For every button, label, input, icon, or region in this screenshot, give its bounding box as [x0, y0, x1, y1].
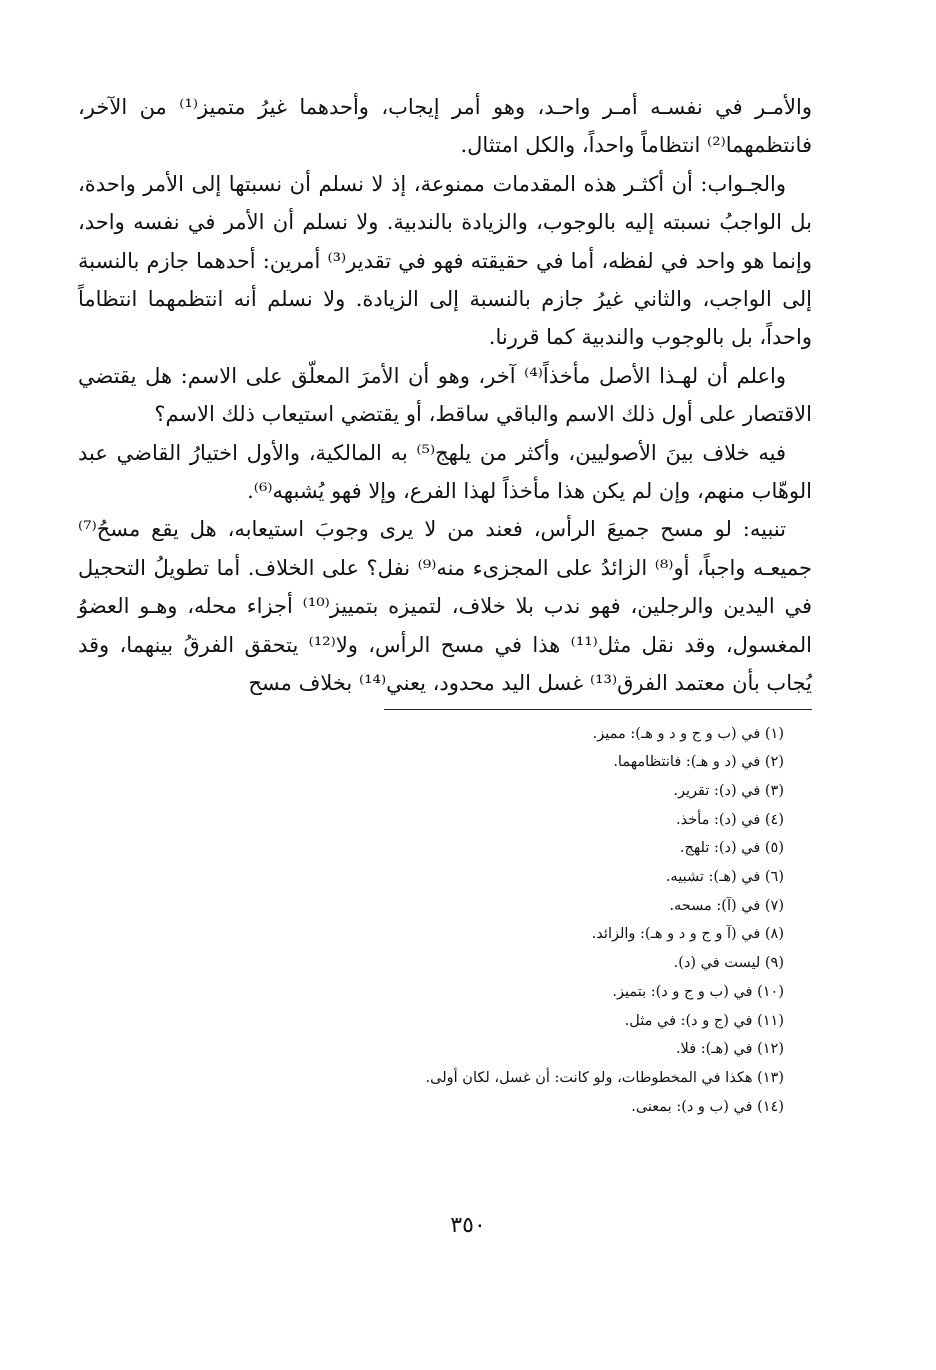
footnote: (١٤) في (ب و د): بمعنى. — [631, 1098, 784, 1115]
footnote: (٥) في (د): تلهج. — [679, 840, 784, 857]
footnotes — [78, 720, 812, 1122]
page-content — [78, 88, 812, 1121]
footnote: (٧) في (آ): مسحه. — [669, 897, 784, 914]
main-text — [78, 88, 812, 703]
footnote: (١٠) في (ب و ج و د): بتميز. — [612, 983, 784, 1000]
footnote: (١١) في (ج و د): في مثل. — [624, 1012, 784, 1029]
paragraph-1: والأمـر في نفسـه أمـر واحـد، وهو أمر إيجاب، وأحدهما غيرُ متميز⁽¹⁾ من الآخر، فانتظمهما⁽²⁾ انتظاماً واحداً، والكل امتثال. — [78, 95, 812, 158]
footnote: (٤) في (د): مأخذ. — [676, 811, 784, 828]
footnote: (٣) في (د): تقرير. — [673, 782, 784, 799]
footnote: (١٢) في (هـ): فلا. — [675, 1041, 784, 1058]
footnote: (٨) في (آ و ج و د و هـ): والزائد. — [591, 926, 784, 943]
page-number: ٣٥٠ — [450, 1213, 486, 1238]
paragraph-2: والجـواب: أن أكثـر هذه المقدمات ممنوعة، إذ لا نسلم أن نسبتها إلى الأمر واحدة، بل الواجبُ نسبته إليه بالوجوب، والزيادة بالندبية. ولا نسلم أن الأمر في نفسه واحد، وإنما هو واحد في لفظه، أما في حقيقته فهو في تقدير⁽³⁾ أمرين: أحدهما جازم بالنسبة إلى الواجب، والثاني غيرُ جازم بالنسبة إلى الزيادة. ولا نسلم أنه انتظمهما انتظاماً واحداً، بل بالوجوب والندبية كما قررنا. — [78, 171, 813, 350]
footnote: (١٣) هكذا في المخطوطات، ولو كانت: أن غسل، لكان أولى. — [425, 1069, 784, 1086]
footnote: (٢) في (د و هـ): فانتظامهما. — [613, 754, 784, 771]
paragraph-4: فيه خلاف بينَ الأصوليين، وأكثر من يلهج⁽⁵⁾ به المالكية، والأول اختيارُ القاضي عبد الوهّاب منهم، وإن لم يكن هذا مأخذاً لهذا الفرع، وإلا فهو يُشبهه⁽⁶⁾. — [78, 440, 812, 504]
footnote: (١) في (ب و ج و د و هـ): مميز. — [592, 725, 784, 742]
paragraph-3: واعلم أن لهـذا الأصل مأخذاً⁽⁴⁾ آخر، وهو أن الأمرَ المعلّق على الاسم: هل يقتضي الاقتصار على أول ذلك الاسم والباقي ساقط، أو يقتضي استيعاب ذلك الاسم؟ — [78, 363, 812, 427]
paragraph-5: تنبيه: لو مسح جميعَ الرأس، فعند من لا يرى وجوبَ استيعابه، هل يقع مسحُ⁽⁷⁾ جميعـه واجباً، أو⁽⁸⁾ الزائدُ على المجزىء منه⁽⁹⁾ نفل؟ على الخلاف. أما تطويلُ التحجيل في اليدين والرجلين، فهو ندب بلا خلاف، لتميزه بتمييز⁽¹⁰⁾ أجزاء محله، وهـو العضوُ المغسول، وقد نقل مثل⁽¹¹⁾ هذا في مسح الرأس، ولا⁽¹²⁾ يتحقق الفرقُ بينهما، وقد يُجاب بأن معتمد الفرق⁽¹³⁾ غسل اليد محدود، يعني⁽¹⁴⁾ بخلاف مسح — [78, 517, 813, 696]
footnote: (٦) في (هـ): تشبيه. — [665, 869, 784, 886]
footnote: (٩) ليست في (د). — [673, 955, 784, 972]
footnote-divider — [384, 709, 812, 710]
